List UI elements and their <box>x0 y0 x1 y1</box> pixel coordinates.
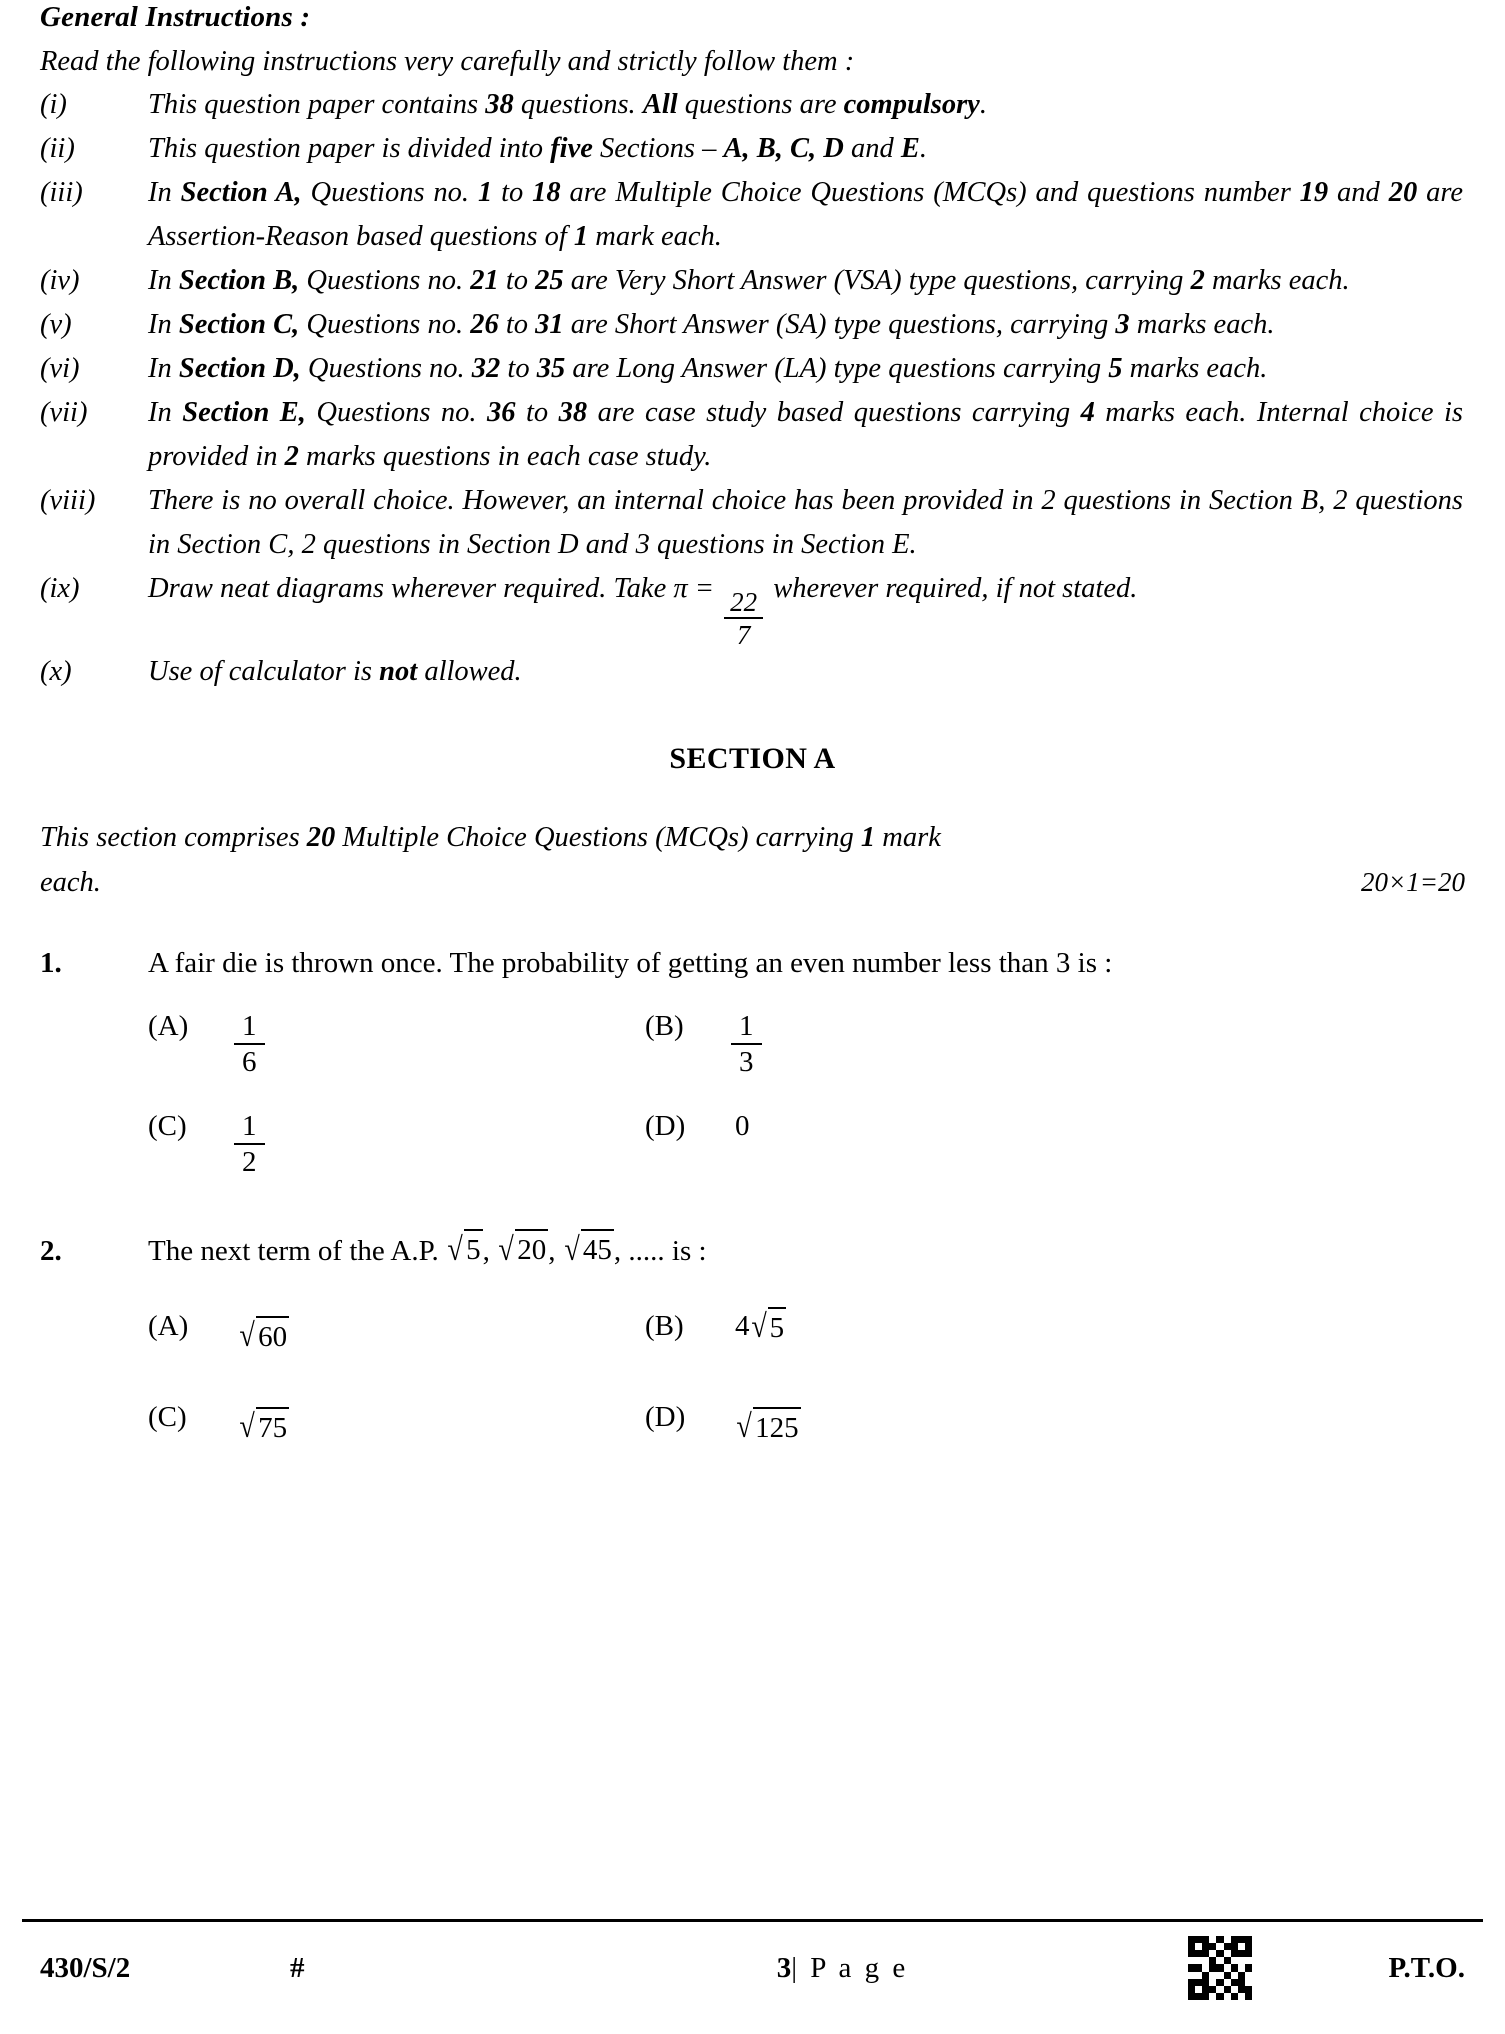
page-indicator <box>540 1952 1145 1985</box>
instruction-text-i: This question paper contains 38 questions. All questions are compulsory. <box>148 89 987 120</box>
option-value-a <box>238 1009 261 1078</box>
question-2-number: 2. <box>40 1234 62 1267</box>
radicand: 45 <box>581 1229 614 1266</box>
question-2-text: The next term of the A.P. √ 5 , √ 20 , √ 45 , ..... is : <box>148 1229 1465 1273</box>
sqrt-125 <box>735 1407 801 1444</box>
instruction-text-x: Use of calculator is not allowed. <box>148 655 522 687</box>
radical-sign: √ <box>239 1409 255 1446</box>
spacer <box>148 1356 1465 1390</box>
instruction-item-v <box>40 303 1465 347</box>
instruction-item-viii <box>40 479 1465 567</box>
instruction-marker-x: (x) <box>40 655 72 687</box>
instruction-marker-v: (v) <box>40 309 72 340</box>
qr-code-graphic <box>1188 1936 1252 2000</box>
fraction-numerator: 1 <box>739 1009 754 1042</box>
radical-sign: √ <box>447 1231 463 1268</box>
question-2-row <box>40 1229 1465 1273</box>
radicand: 75 <box>256 1407 289 1444</box>
sqrt-5 <box>446 1229 483 1266</box>
instruction-text-v: In Section C, Questions no. 26 to 31 are Short Answer (SA) type questions, carrying 3 marks each. <box>148 309 1275 340</box>
question-1-option-b[interactable] <box>645 1005 1465 1077</box>
section-intro-tail-text: each. <box>40 866 101 898</box>
paper-code: 430/S/2 <box>40 1951 131 1984</box>
instruction-text-ix: Draw neat diagrams wherever required. Take π = $\frac{22}{7}$ wherever required, if not stated. <box>148 573 1138 651</box>
page-label: P a g e <box>810 1951 909 1984</box>
instruction-item-i <box>40 83 1465 127</box>
radicand: 20 <box>515 1229 548 1266</box>
fraction-numerator: 1 <box>242 1109 257 1142</box>
section-intro-tail <box>40 860 1465 905</box>
question-2-option-d[interactable] <box>645 1396 1465 1447</box>
instruction-marker-ii: (ii) <box>40 133 75 164</box>
option-value-c <box>238 1405 289 1447</box>
question-1-text: A fair die is thrown once. The probability of getting an even number less than 3 is : <box>148 946 1113 979</box>
question-1-options <box>40 985 1465 1177</box>
instruction-marker-vi: (vi) <box>40 353 80 384</box>
sqrt-60 <box>238 1316 289 1353</box>
fraction-numerator: 22 <box>730 586 758 617</box>
instruction-text-ii: This question paper is divided into five Sections – A, B, C, D and E. <box>148 133 928 164</box>
fraction-denominator: 2 <box>234 1143 265 1177</box>
question-1-option-d[interactable] <box>645 1105 1465 1147</box>
instruction-marker-i: (i) <box>40 89 67 120</box>
option-label-b: (B) <box>645 1009 684 1042</box>
instruction-item-x <box>40 650 1465 694</box>
option-value-b <box>735 1305 786 1347</box>
instruction-text-viii: There is no overall choice. However, an internal choice has been provided in 2 questions in Section B, 2 questions in Section C, 2 questions in Section D and 3 questions in Section E. <box>148 485 1463 560</box>
option-value-a <box>238 1314 289 1356</box>
option-value-d <box>735 1405 801 1447</box>
instruction-marker-iii: (iii) <box>40 177 83 208</box>
question-1-option-row-1 <box>148 999 1465 1077</box>
question-2-option-b[interactable] <box>645 1305 1465 1347</box>
fraction-one-sixth <box>238 1009 261 1078</box>
fraction-one-third <box>735 1009 758 1078</box>
option-label-c: (C) <box>148 1400 187 1433</box>
section-a-heading: SECTION A <box>669 741 836 775</box>
qr-code <box>1145 1936 1295 2000</box>
fraction-twentytwo-sevenths <box>727 586 760 651</box>
question-1-row <box>40 941 1465 985</box>
instructions-list <box>40 83 1465 694</box>
section-intro-text: This section comprises 20 Multiple Choice Questions (MCQs) carrying 1 mark <box>40 821 941 853</box>
sqrt-45 <box>563 1229 614 1266</box>
hash-marker: # <box>290 1951 305 1984</box>
option-label-d: (D) <box>645 1400 686 1433</box>
option-label-b: (B) <box>645 1309 684 1342</box>
question-2-option-a[interactable] <box>148 1305 645 1356</box>
instruction-item-iv <box>40 259 1465 303</box>
option-label-a: (A) <box>148 1309 189 1342</box>
option-value-b <box>735 1009 758 1078</box>
sqrt-20 <box>497 1229 548 1266</box>
section-a-intro <box>40 776 1465 905</box>
fraction-numerator: 1 <box>242 1009 257 1042</box>
radical-sign: √ <box>564 1231 580 1268</box>
footer-divider <box>22 1919 1483 1922</box>
general-instructions-lead: Read the following instructions very carefully and strictly follow them : <box>40 46 855 77</box>
question-2-option-row-2 <box>148 1390 1465 1447</box>
fraction-denominator: 3 <box>731 1043 762 1077</box>
sqrt-75 <box>238 1407 289 1444</box>
sqrt-5 <box>750 1307 787 1344</box>
general-instructions-title: General Instructions : <box>40 1 311 33</box>
option-label-a: (A) <box>148 1009 189 1042</box>
question-2 <box>40 1177 1465 1447</box>
sqrt-coefficient: 4 <box>735 1309 750 1342</box>
instruction-item-ii <box>40 127 1465 171</box>
instruction-item-vii <box>40 391 1465 479</box>
page-number: 3 <box>776 1951 792 1984</box>
option-label-d: (D) <box>645 1109 686 1142</box>
question-2-option-c[interactable] <box>148 1396 645 1447</box>
question-1 <box>40 905 1465 1177</box>
instruction-text-vii: In Section E, Questions no. 36 to 38 are case study based questions carrying 4 marks each. Internal choice is provided in 2 marks questions in each case study. <box>148 397 1463 472</box>
radical-sign: √ <box>736 1409 752 1446</box>
instruction-text-vi: In Section D, Questions no. 32 to 35 are Long Answer (LA) type questions carrying 5 marks each. <box>148 353 1268 384</box>
instruction-item-iii <box>40 171 1465 259</box>
question-1-option-c[interactable] <box>148 1105 645 1177</box>
radical-sign: √ <box>750 1309 767 1346</box>
fraction-one-half <box>238 1109 261 1178</box>
question-1-option-row-2 <box>148 1099 1465 1177</box>
option-value-c <box>238 1109 261 1178</box>
question-1-number: 1. <box>40 946 62 979</box>
question-1-option-a[interactable] <box>148 1005 645 1077</box>
instruction-marker-viii: (viii) <box>40 485 96 516</box>
fraction-denominator: 6 <box>234 1043 265 1077</box>
option-label-c: (C) <box>148 1109 187 1142</box>
radicand: 5 <box>464 1229 483 1266</box>
section-a-marks: 20×1=20 <box>1361 866 1465 897</box>
instruction-text-iv: In Section B, Questions no. 21 to 25 are Very Short Answer (VSA) type questions, carrying 2 marks each. <box>148 265 1350 296</box>
instruction-item-vi <box>40 347 1465 391</box>
radicand: 125 <box>753 1407 801 1444</box>
radical-sign: √ <box>498 1231 514 1268</box>
radical-sign: √ <box>239 1318 255 1355</box>
spacer <box>148 1077 1465 1099</box>
instruction-item-ix <box>40 567 1465 650</box>
fraction-denominator: 7 <box>724 617 763 649</box>
question-2-option-row-1 <box>148 1299 1465 1356</box>
instruction-text-iii: In Section A, Questions no. 1 to 18 are Multiple Choice Questions (MCQs) and questions number 19 and 20 are Assertion-Reason based questions of 1 mark each. <box>148 177 1464 252</box>
instruction-marker-vii: (vii) <box>40 397 88 428</box>
radicand: 60 <box>256 1316 289 1353</box>
pto-label: P.T.O. <box>1388 1951 1465 1984</box>
page-footer <box>40 1936 1465 2000</box>
option-value-d: 0 <box>735 1109 750 1142</box>
page-separator: | <box>791 1951 800 1984</box>
question-2-options <box>40 1273 1465 1447</box>
instruction-marker-iv: (iv) <box>40 265 80 296</box>
radicand: 5 <box>768 1307 787 1344</box>
instruction-marker-ix: (ix) <box>40 573 80 604</box>
